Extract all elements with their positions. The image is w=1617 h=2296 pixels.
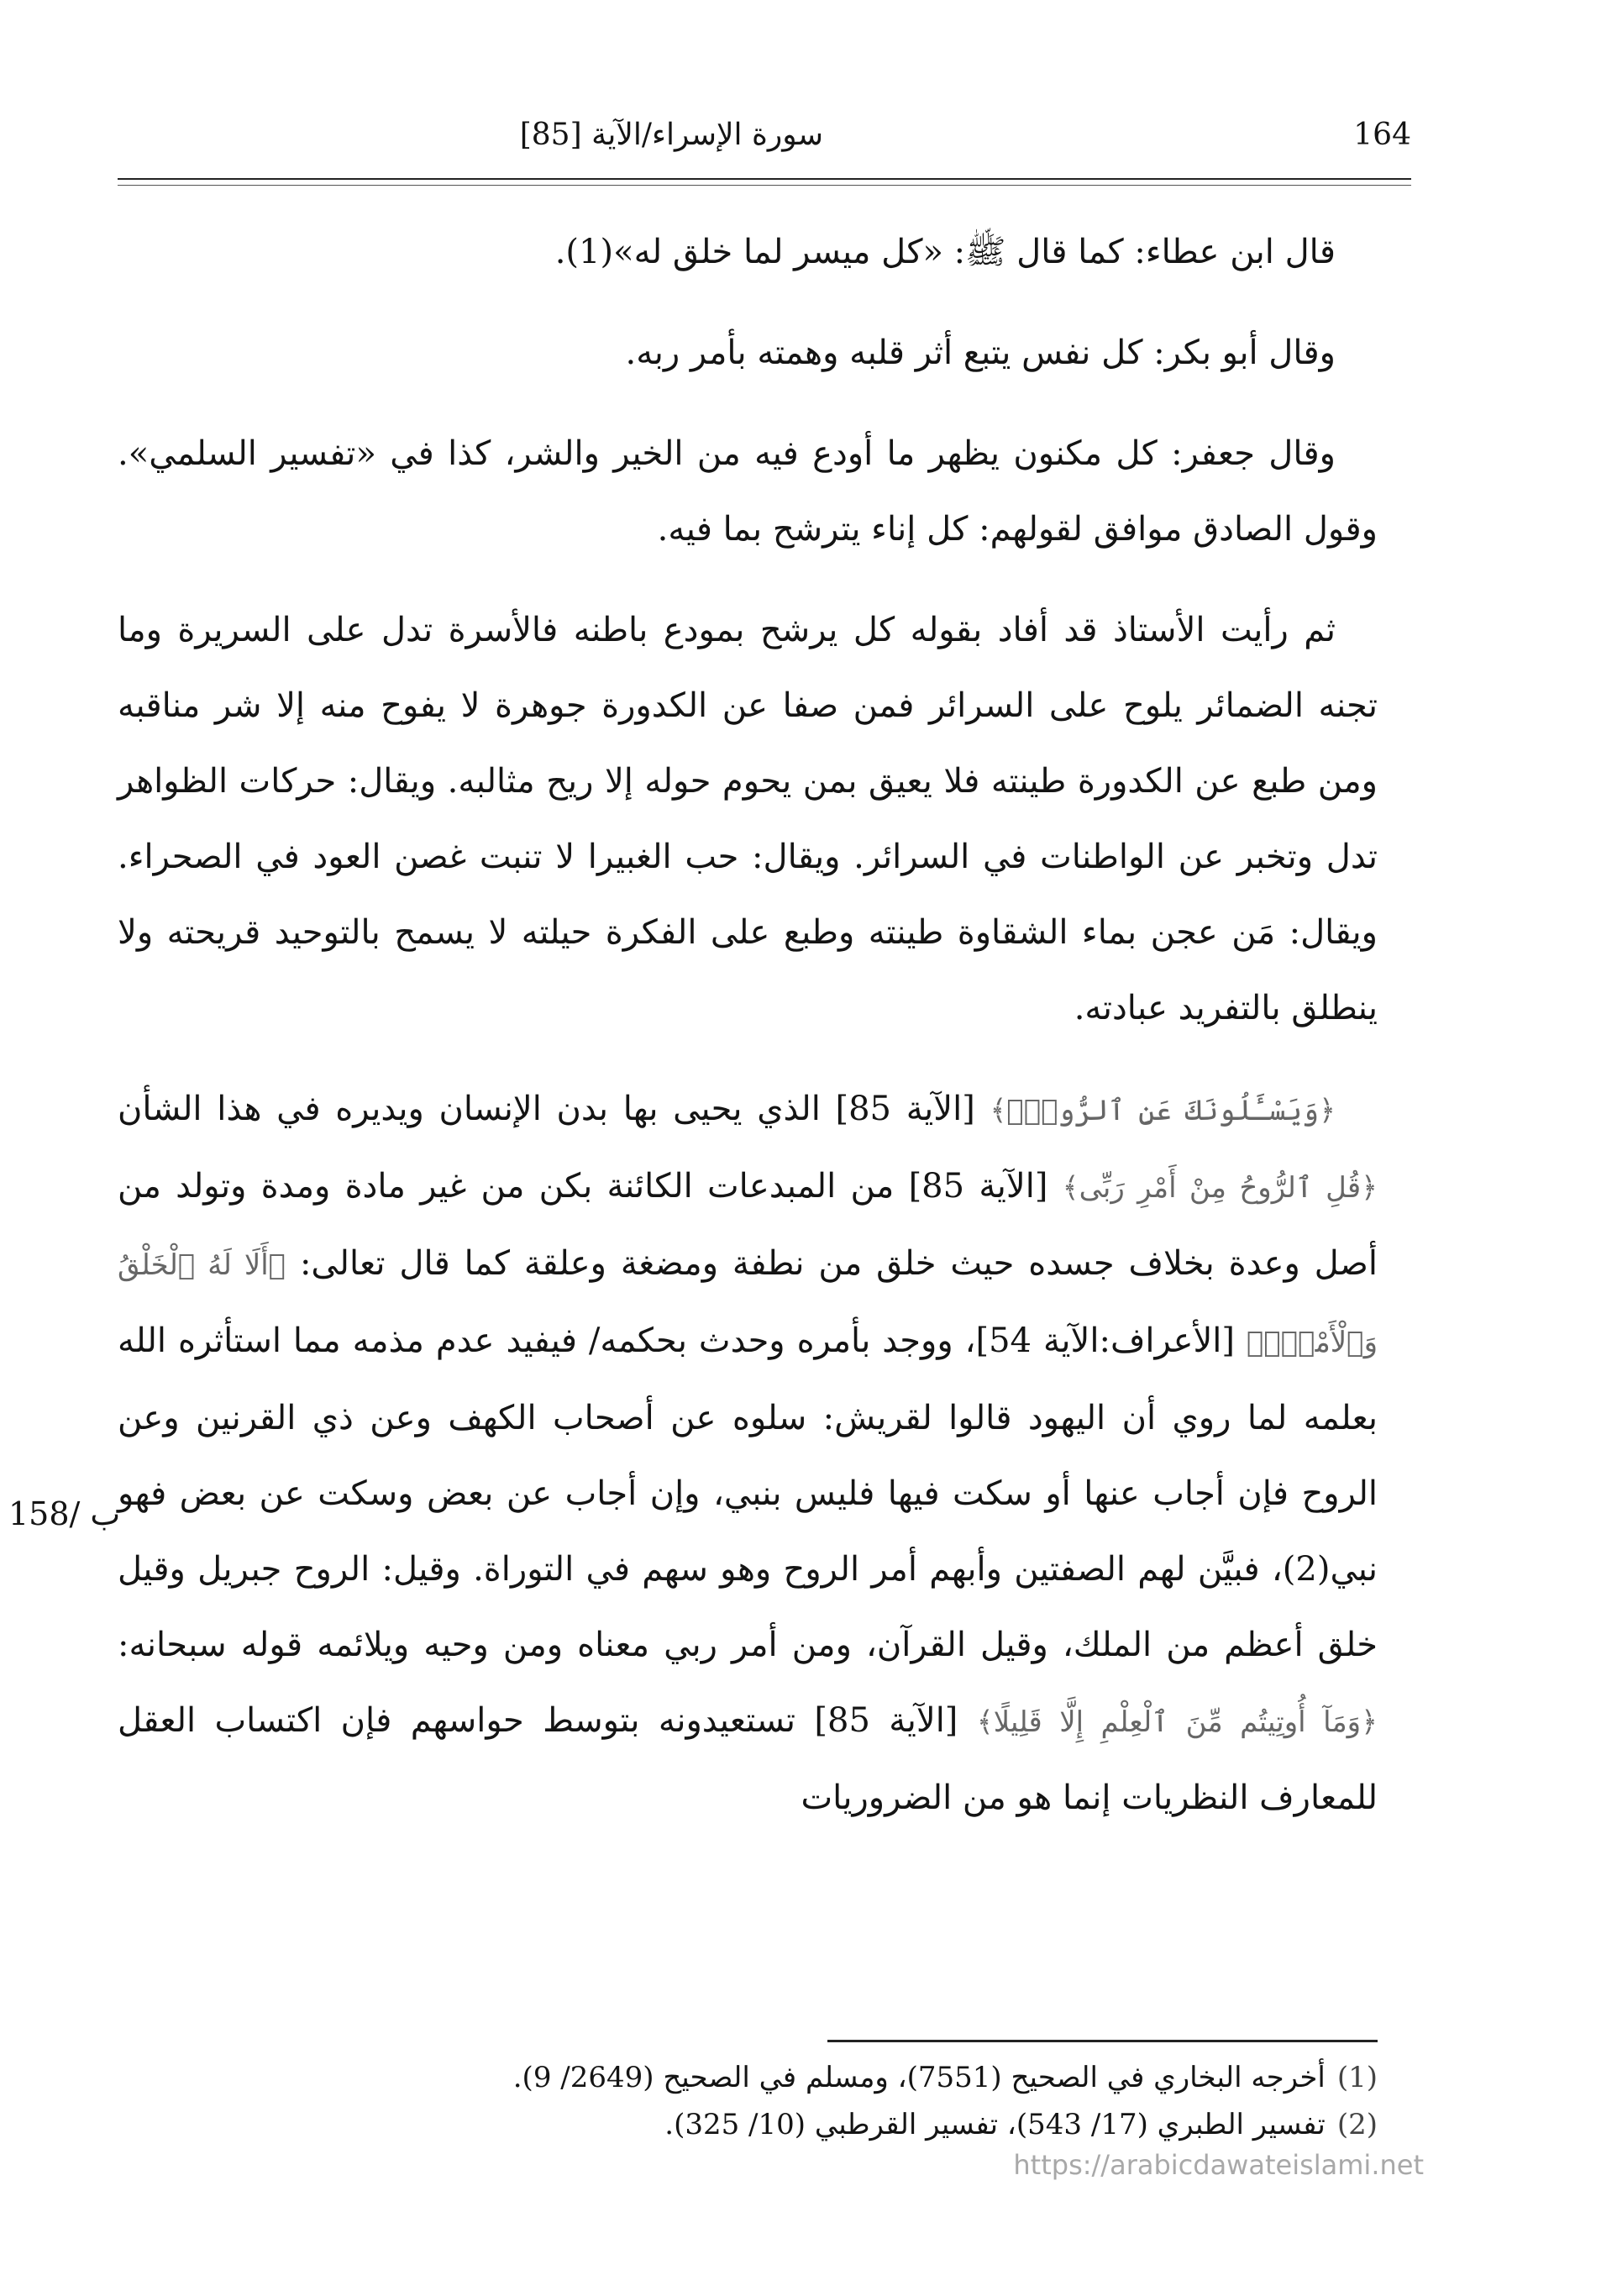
paragraph: وقال جعفر: كل مكنون يظهر ما أودع فيه من الخير والشر، كذا في «تفسير السلمي». وقول الصادق موافق لقولهم: كل إناء يترشح بما فيه.	[118, 434, 1378, 549]
page-number: 164	[1353, 118, 1411, 152]
page-header	[118, 118, 1411, 168]
quran-verse: ﴿أَلَا لَهُ ٱلْخَلْقُ وَٱلْأَمْرُۗ﴾	[118, 1248, 1378, 1359]
footnote-number: (1)	[1336, 2061, 1378, 2094]
header-rule-thin	[118, 185, 1411, 186]
quran-verse: ﴿وَمَآ أُوتِيتُم مِّنَ ٱلْعِلْمِ إِلَّا قَلِيلًا﴾	[976, 1705, 1378, 1739]
header-rule	[118, 178, 1411, 180]
main-text	[118, 214, 1378, 1852]
quran-verse: ﴿قُلِ ٱلرُّوحُ مِنْ أَمْرِ رَبِّى﴾	[1062, 1171, 1378, 1205]
manuscript-folio-note: 158/ ب	[8, 1495, 121, 1532]
footnote-rule	[827, 2040, 1378, 2042]
footnote	[286, 2054, 1378, 2101]
paragraph-text: [الآية 85] من المبدعات الكائنة بكن من غير مادة ومدة وتولد من أصل وعدة بخلاف جسده حيث خلق من نطفة ومضغة وعلقة كما قال تعالى:	[118, 1167, 1378, 1283]
paragraph-text: [الآية 85] الذي يحيى بها بدن الإنسان ويديره في هذا الشأن	[118, 1090, 990, 1128]
paragraph: وقال أبو بكر: كل نفس يتبع أثر قلبه وهمته بأمر ربه.	[625, 334, 1336, 372]
quran-verse: ﴿وَيَسْـَٔلُونَكَ عَنِ ٱلرُّوحِۖ﴾	[990, 1094, 1336, 1127]
footnote-number: (2)	[1336, 2108, 1378, 2141]
paragraph: ثم رأيت الأستاذ قد أفاد بقوله كل يرشح بمودع باطنه فالأسرة تدل على السريرة وما تجنه الضمائر يلوح على السرائر فمن صفا عن الكدورة جوهرة لا يفوح منه إلا شر مناقبه ومن طبع عن الكدورة طينته فلا يعيق بمن يحوم حوله إلا ريح مثالبه. ويقال: حركات الظواهر تدل وتخبر عن الواطنات في السرائر. ويقال: حب الغبيرا لا تنبت غصن العود في الصحراء. ويقال: مَن عجن بماء الشقاوة طينته وطبع على الفكرة حيلته لا يسمح بالتوحيد قريحته ولا ينطلق بالتفريد عبادته.	[118, 611, 1378, 1027]
paragraph-text: [الأعراف:الآية 54]، ووجد بأمره وحدث بحكمه/ فيفيد عدم مذمه مما استأثره الله بعلمه لما روي أن اليهود قالوا لقريش: سلوه عن أصحاب الكهف وعن ذي القرنين وعن الروح فإن أجاب عنها أو سكت فيها فليس بنبي، وإن أجاب عن بعض وسكت عن بعض فهو نبي(2)، فبيَّن لهم الصفتين وأبهم أمر الروح وهو سهم في التوراة. وقيل: الروح جبريل وقيل خلق أعظم من الملك، وقيل القرآن، ومن أمر ربي معناه ومن وحيه ويلائمه قوله سبحانه:	[118, 1321, 1378, 1664]
footnotes	[286, 2054, 1378, 2148]
footnote-text: تفسير الطبري (17/ 543)، تفسير القرطبي (10/ 325).	[664, 2108, 1326, 2141]
watermark-url: https://arabicdawateislami.net	[1013, 2149, 1424, 2181]
paragraph: قال ابن عطاء: كما قال ﷺ: «كل ميسر لما خلق له»(1).	[554, 233, 1336, 271]
paragraph	[118, 1071, 1378, 1836]
footnote-text: أخرجه البخاري في الصحيح (7551)، ومسلم في الصحيح (2649/ 9).	[512, 2061, 1326, 2094]
paragraph-text: [الآية 85] تستعيدونه بتوسط حواسهم فإن اكتساب العقل للمعارف النظريات إنما هو من الضروريات	[118, 1701, 1378, 1817]
footnote	[286, 2101, 1378, 2148]
running-title: سورة الإسراء/الآية [85]	[519, 118, 823, 152]
